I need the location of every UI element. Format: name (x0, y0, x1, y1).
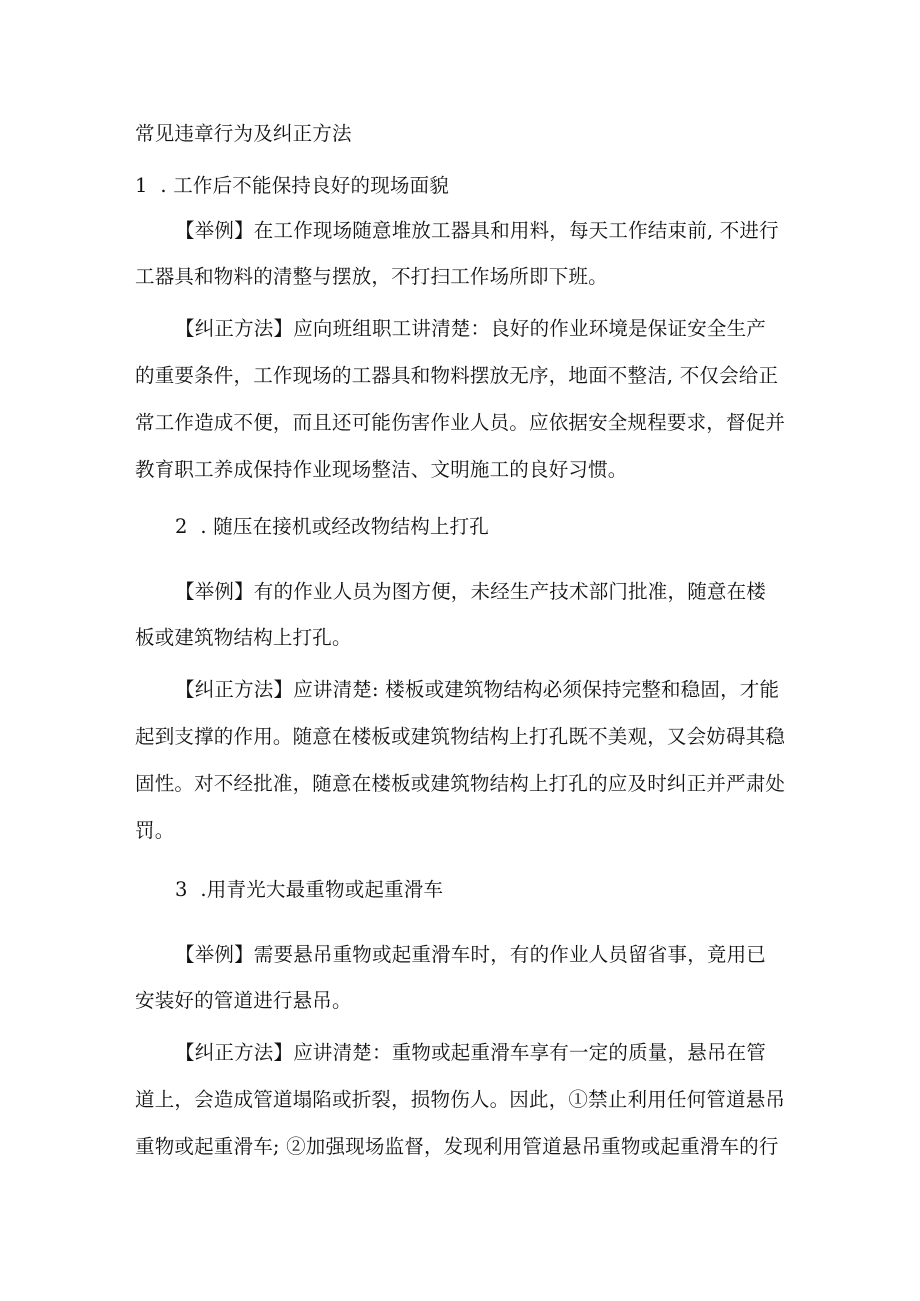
section-2-correction-line-2: 起到支撑的作用。随意在楼板或建筑物结构上打孔既不美观，又会妨碍其稳 (135, 725, 786, 748)
section-3-correction-line-2: 道上，会造成管道塌陷或折裂，损物伤人。因此，①禁止利用任何管道悬吊 (135, 1088, 786, 1111)
section-2-correction-line-1: 【纠正方法】应讲清楚: 楼板或建筑物结构必须保持完整和稳固，才能 (175, 678, 780, 701)
section-1-correction-line-4: 教育职工养成保持作业现场整洁、文明施工的良好习惯。 (135, 458, 628, 481)
section-2-example-line-2: 板或建筑物结构上打孔。 (135, 626, 352, 649)
document-title: 常见违章行为及纠正方法 (135, 122, 352, 145)
section-2-correction-line-3: 固性。对不经批准，随意在楼板或建筑物结构上打孔的应及时纠正并严肃处 (135, 772, 786, 795)
section-1-heading: 1 . 工作后不能保持良好的现场面貌 (135, 174, 450, 197)
section-3-example-line-2: 安装好的管道进行悬吊。 (135, 989, 352, 1012)
section-3-heading: 3 .用青光大最重物或起重滑车 (175, 878, 444, 901)
section-3-example-line-1: 【举例】需要悬吊重物或起重滑车时，有的作业人员留省事，竟用已 (175, 943, 767, 966)
section-1-correction-line-3: 常工作造成不便，而且还可能伤害作业人员。应依据安全规程要求，督促并 (135, 411, 786, 434)
section-1-example-line-2: 工器具和物料的清整与摆放，不打扫工作场所即下班。 (135, 265, 608, 288)
section-3-correction-line-1: 【纠正方法】应讲清楚：重物或起重滑车享有一定的质量，悬吊在管 (175, 1041, 767, 1064)
section-1-example-line-1: 【举例】在工作现场随意堆放工器具和用料，每天工作结束前, 不进行 (175, 219, 779, 242)
section-1-correction-line-2: 的重要条件，工作现场的工器具和物料摆放无序，地面不整洁, 不仅会给正 (135, 364, 779, 387)
section-3-correction-line-3: 重物或起重滑车; ②加强现场监督，发现利用管道悬吊重物或起重滑车的行 (135, 1135, 779, 1158)
section-1-correction-line-1: 【纠正方法】应向班组职工讲清楚：良好的作业环境是保证安全生产 (175, 317, 767, 340)
section-2-correction-line-4: 罚。 (135, 819, 175, 842)
section-2-example-line-1: 【举例】有的作业人员为图方便，未经生产技术部门批准，随意在楼 (175, 580, 767, 603)
section-2-heading: 2 . 随压在接机或经改物结构上打孔 (175, 515, 490, 538)
